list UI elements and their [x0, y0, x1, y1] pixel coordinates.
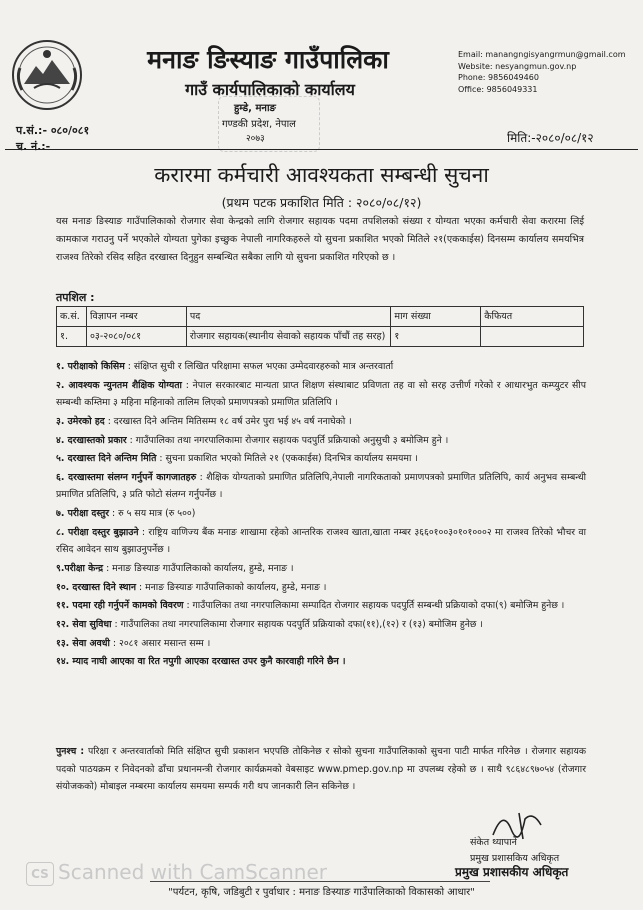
- publication-date: (प्रथम पटक प्रकाशित मिति : २०८०/०८/१२): [221, 195, 422, 210]
- address-line-2: गण्डकी प्रदेश, नेपाल: [222, 119, 296, 130]
- item-text: : मनाङ ङिस्याङ गाउँपालिकाको कार्यालय, हुम्डे, मनाङ ।: [139, 581, 327, 593]
- item-text: : दरखास्त दिने अन्तिम मितिसम्म १८ वर्ष उमेर पुरा भई ४५ वर्ष ननाघेको ।: [107, 415, 352, 427]
- contact-email: Email: manangngisyangrmun@gmail.com: [458, 50, 626, 59]
- item-label: १४. म्याद नाघी आएका वा रित नपुगी आएका दरखास्त उपर कुनै कारवाही गरिने छैन ।: [56, 656, 346, 668]
- list-item: [56, 432, 586, 450]
- list-item: [56, 524, 586, 559]
- list-item: [56, 413, 586, 431]
- contact-block: [458, 49, 626, 95]
- item-text: : गाउँपालिका तथा नगरपालिकामा सम्पादित रोजगार सहायक पदपुर्ति सम्बन्धी प्रक्रियाको दफा(९) बमोजिम हुनेछ ।: [186, 600, 565, 612]
- item-label: ७. परीक्षा दस्तुर: [56, 508, 110, 520]
- item-text: : राष्ट्रिय वाणिज्य बैंक मनाङ शाखामा रहेको आन्तरिक राजश्व खाता,खाता नम्बर ३६६०१००३०१०१०००२ मा राजश्व तिरेको भौचर वा रसिद आवेदन साथ बुझाउनुपर्नेछ ।: [56, 526, 586, 556]
- conditions-list: [56, 358, 586, 672]
- office-subtitle: गाउँ कार्यपालिकाको कार्यालय: [185, 80, 355, 99]
- contact-office: Office: 9856049331: [458, 84, 538, 94]
- document-date: मिति:-२०८०/०८/१२: [507, 131, 594, 145]
- table-cell: १: [391, 327, 481, 347]
- note-label: पुनश्च :: [56, 746, 85, 757]
- item-label: १. परीक्षाको किसिम: [56, 361, 125, 372]
- signatory-name: संकेत थ्यापाने: [470, 837, 517, 848]
- item-text: : मनाङ ङिस्याङ गाउँपालिकाको कार्यालय, हुम्डे, मनाङ ।: [106, 563, 294, 574]
- header-divider: [5, 149, 638, 150]
- signatory-role: प्रमुख प्रशासकीय अधिकृत: [455, 865, 569, 879]
- item-label: ९.परीक्षा केन्द्र: [56, 563, 104, 574]
- list-item: [56, 597, 586, 615]
- list-item: [56, 560, 586, 578]
- intro-paragraph: यस मनाङ ङिस्याङ गाउँपालिकाको रोजगार सेवा केन्द्रको लागि रोजगार सहायक पदमा तपशिलको संख्या र योग्यता भएका कर्मचारी सेवा करारमा लिई कामकाज गराउनु पर्ने भएकोले योग्यता पुगेका इच्छुक नेपाली नागरिकहरुले यो सुचना प्रकाशित भएको मितिले २१(एककाईस) दिनसम्म कार्यालय समयभित्र राजश्व तिरेको रसिद सहित दरखास्त दिनुहुन सम्बन्धित सबैका लागि यो सुचना प्रकाशित गरिएको छ ।: [56, 216, 584, 263]
- table-cell: १.: [57, 327, 87, 347]
- item-text: : गाउँपालिका तथा नगरपालिकामा रोजगार सहायक पदपुर्ति प्रक्रियाको दफा(११),(१२) र (१३) बमोजिम हुनेछ ।: [114, 619, 483, 631]
- list-item: [56, 505, 586, 523]
- column-header: कैफियत: [481, 307, 584, 327]
- item-text: : संक्षिप्त सुची र लिखित परिक्षामा सफल भएका उम्मेदवारहरुको मात्र अन्तरवार्ता: [127, 361, 394, 372]
- table-row: [57, 327, 584, 347]
- list-item: [56, 616, 586, 634]
- column-header: क.सं.: [57, 307, 87, 327]
- camscanner-logo-icon: CS: [26, 862, 54, 886]
- item-label: ३. उमेरको हद: [56, 415, 105, 427]
- list-item: [56, 450, 586, 468]
- list-item: [56, 358, 586, 376]
- list-item: [56, 377, 586, 412]
- contact-website: Website: nesyangmun.gov.np: [458, 61, 577, 71]
- item-label: २. आवश्यक न्युनतम शैक्षिक योग्यता: [56, 379, 182, 391]
- item-label: ६. दरखास्तमा संलग्न गर्नुपर्ने कागजातहरु: [56, 471, 197, 483]
- office-name: मनाङ ङिस्याङ गाउँपालिका: [147, 45, 389, 74]
- item-text: : शैक्षिक योग्यताको प्रमाणित प्रतिलिपि,नेपाली नागरिकताको प्रमाणपत्रको प्रमाणित प्रतिलिपि, कार्य अनुभव सम्बन्धी प्रमाणित प्रतिलिपि, ३ प्रति फोटो संलग्न गर्नुपर्नेछ ।: [56, 471, 586, 501]
- list-item: [56, 635, 586, 653]
- item-text: : रु ५ सय मात्र (रु ५००): [112, 508, 196, 520]
- details-heading: तपशिल :: [56, 291, 95, 304]
- column-header: विज्ञापन नम्बर: [86, 307, 186, 327]
- vacancy-table: [56, 306, 584, 347]
- notice-title: करारमा कर्मचारी आवश्यकता सम्बन्धी सुचना: [154, 163, 489, 187]
- table-cell: ०३-२०८०/०८१: [86, 327, 186, 347]
- item-label: १२. सेवा सुविधा: [56, 619, 112, 631]
- list-item: [56, 653, 586, 671]
- item-label: ११. पदमा रही गर्नुपर्ने कामको विवरण: [56, 600, 184, 612]
- item-text: : गाउँपालिका तथा नगरपालिकामा रोजगार सहायक पदपुर्ति प्रक्रियाको अनुसुची ३ बमोजिम हुने ।: [129, 434, 449, 446]
- column-header: पद: [186, 307, 391, 327]
- column-header: माग संख्या: [391, 307, 481, 327]
- dispatch-number: च. नं.:-: [16, 140, 51, 153]
- item-label: ५. दरखास्त दिने अन्तिम मिति: [56, 453, 157, 465]
- table-cell: [481, 327, 584, 347]
- list-item: [56, 469, 586, 504]
- table-header-row: [57, 307, 584, 327]
- item-label: ८. परीक्षा दस्तुर बुझाउने: [56, 526, 139, 538]
- item-label: १०. दरखास्त दिने स्थान: [56, 581, 137, 593]
- table-cell: रोजगार सहायक(स्थानीय सेवाको सहायक पाँचौं तह सरह): [186, 327, 391, 347]
- footer-divider: [150, 881, 490, 882]
- item-label: ४. दरखास्तको प्रकार: [56, 434, 127, 446]
- item-text: : २०८१ असार मसान्त सम्म ।: [112, 637, 211, 649]
- list-item: [56, 579, 586, 597]
- scanner-watermark: Scanned with CamScanner: [58, 860, 327, 884]
- signatory-role-small: प्रमुख प्रशासकिय अधिकृत: [470, 853, 560, 864]
- postscript-note: [56, 743, 586, 796]
- item-label: १३. सेवा अवधी: [56, 637, 110, 649]
- address-line-3: २०७३: [246, 134, 265, 144]
- address-line-1: हुम्डे, मनाङ: [234, 103, 276, 114]
- nepal-emblem-icon: [10, 38, 84, 112]
- item-text: : नेपाल सरकारबाट मान्यता प्राप्त शिक्षण संस्थाबाट प्रविणता तह वा सो सरह उत्तीर्ण गरेको र आधारभुत कम्प्युटर सीप सम्बन्धी कम्तिमा ३ महिना महिनाको तालिम लिएको प्रमाणपत्रको प्रमाणित प्रतिलिपि ।: [56, 379, 587, 409]
- item-text: : सुचना प्रकाशित भएको मितिले २१ (एककाईस) दिनभित्र कार्यालय समयमा ।: [159, 453, 418, 465]
- footer-slogan: "पर्यटन, कृषि, जडिबुटी र पुर्वाधार : मनाङ ङिस्याङ गाउँपालिकाको विकासको आधार": [168, 887, 475, 898]
- note-text: परिक्षा र अन्तरवार्ताको मिति संक्षिप्त सुची प्रकाशन भएपछि तोकिनेछ र सोको सुचना गाउँपालिकाको सुचना पाटी मार्फत गरिनेछ । रोजगार सहायक पदको पाठयक्रम र निवेदनको ढाँचा प्रधानमन्त्री रोजगार कार्यक्रमको वेबसाइट www.pmep.gov.np मा उपलब्ध रहेको छ । साथै ९८६४८९७०५४ (रोजगार संयोजकको) मोबाइल नम्बरमा कार्यालय समयमा सम्पर्क गरी थप जानकारी लिन सकिनेछ ।: [56, 746, 587, 792]
- reference-number: प.सं.:- ०८०/०८१: [16, 124, 90, 137]
- contact-phone: Phone: 9856049460: [458, 73, 539, 82]
